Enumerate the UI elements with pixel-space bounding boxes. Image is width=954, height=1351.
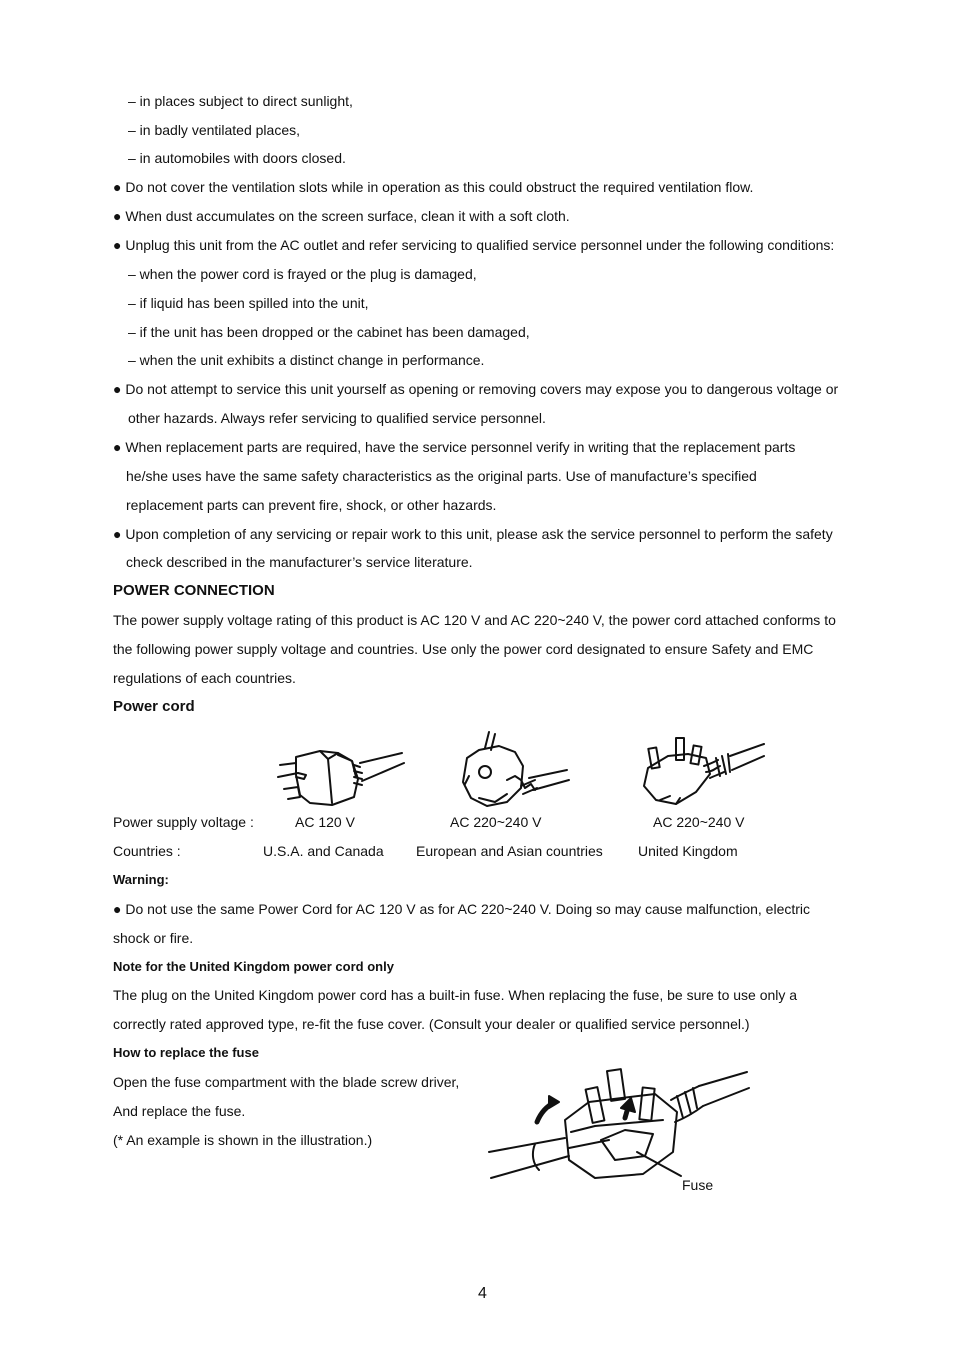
power-connection-text: The power supply voltage rating of this product is AC 120 V and AC 220~240 V, the power cord attached conforms to <box>113 612 836 628</box>
bullet-replacement-cont: replacement parts can prevent fire, shock, or other hazards. <box>126 497 497 513</box>
fuse-text: Open the fuse compartment with the blade screw driver, <box>113 1074 460 1090</box>
bullet-dust: ● When dust accumulates on the screen surface, clean it with a soft cloth. <box>113 208 570 224</box>
power-connection-text: regulations of each countries. <box>113 670 296 686</box>
page-number: 4 <box>478 1285 487 1302</box>
uk-note-text: The plug on the United Kingdom power cord has a built-in fuse. When replacing the fuse, be sure to use only a <box>113 987 798 1003</box>
bullet-ventilation: ● Do not cover the ventilation slots while in operation as this could obstruct the required ventilation flow. <box>113 179 754 195</box>
us-plug-icon <box>270 745 410 810</box>
intro-item: – in automobiles with doors closed. <box>128 150 346 166</box>
bullet-replacement: ● When replacement parts are required, have the service personnel verify in writing that the replacement parts <box>113 439 796 455</box>
uk-plug-icon <box>640 738 770 808</box>
bullet-no-service-cont: other hazards. Always refer servicing to qualified service personnel. <box>128 410 546 426</box>
fuse-text: (* An example is shown in the illustration.) <box>113 1132 373 1148</box>
voltage-label: Power supply voltage : <box>113 814 254 830</box>
power-cord-heading: Power cord <box>113 698 195 715</box>
plug-voltage: AC 220~240 V <box>450 814 542 830</box>
power-connection-heading: POWER CONNECTION <box>113 582 275 599</box>
power-connection-text: the following power supply voltage and countries. Use only the power cord designated to ensure Safety and EMC <box>113 641 814 657</box>
fuse-illustration <box>485 1060 755 1185</box>
unplug-condition: – if the unit has been dropped or the cabinet has been damaged, <box>128 324 530 340</box>
eu-plug-icon <box>455 728 575 813</box>
intro-item: – in badly ventilated places, <box>128 122 300 138</box>
warning-text: ● Do not use the same Power Cord for AC 120 V as for AC 220~240 V. Doing so may cause malfunction, electric <box>113 901 811 917</box>
fuse-heading: How to replace the fuse <box>113 1045 259 1060</box>
bullet-no-service: ● Do not attempt to service this unit yourself as opening or removing covers may expose you to dangerous voltage or <box>113 381 839 397</box>
plug-country: European and Asian countries <box>416 843 603 859</box>
countries-label: Countries : <box>113 843 181 859</box>
unplug-condition: – when the unit exhibits a distinct change in performance. <box>128 352 485 368</box>
fuse-text: And replace the fuse. <box>113 1103 246 1119</box>
warning-text: shock or fire. <box>113 930 194 946</box>
unplug-condition: – if liquid has been spilled into the unit, <box>128 295 369 311</box>
plug-voltage: AC 120 V <box>295 814 355 830</box>
bullet-unplug: ● Unplug this unit from the AC outlet and refer servicing to qualified service personnel under the following conditions: <box>113 237 835 253</box>
intro-item: – in places subject to direct sunlight, <box>128 93 353 109</box>
unplug-condition: – when the power cord is frayed or the plug is damaged, <box>128 266 477 282</box>
uk-note-heading: Note for the United Kingdom power cord only <box>113 959 394 974</box>
bullet-safety-check: ● Upon completion of any servicing or repair work to this unit, please ask the service personnel to perform the safety <box>113 526 833 542</box>
plug-country: United Kingdom <box>638 843 738 859</box>
plug-country: U.S.A. and Canada <box>263 843 384 859</box>
uk-note-text: correctly rated approved type, re-fit the fuse cover. (Consult your dealer or qualified service personnel.) <box>113 1016 750 1032</box>
fuse-label: Fuse <box>682 1177 714 1193</box>
plug-voltage: AC 220~240 V <box>653 814 745 830</box>
bullet-safety-check-cont: check described in the manufacturer’s service literature. <box>126 554 473 570</box>
warning-heading: Warning: <box>113 872 169 887</box>
bullet-replacement-cont: he/she uses have the same safety characteristics as the original parts. Use of manufacture’s specified <box>126 468 757 484</box>
